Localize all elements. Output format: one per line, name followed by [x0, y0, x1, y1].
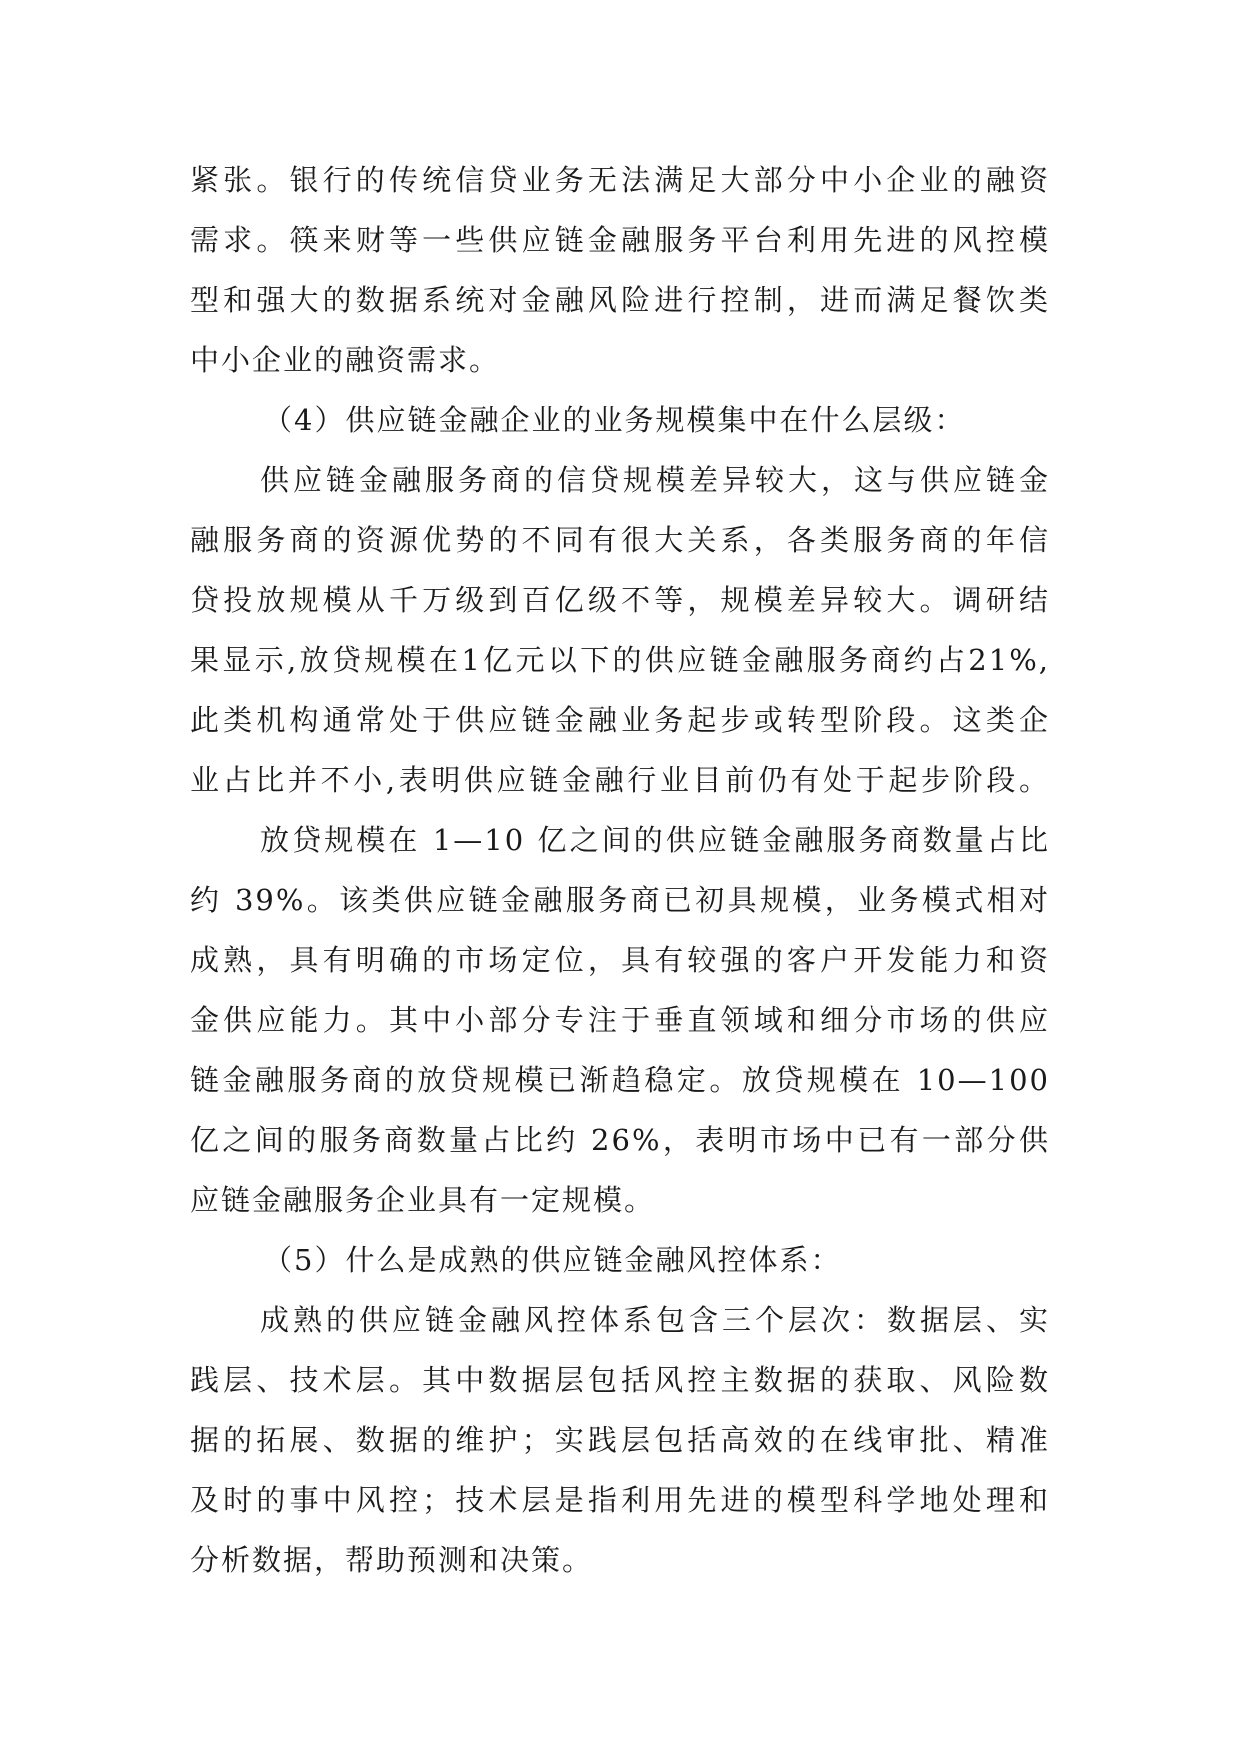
text-line: 需求。筷来财等一些供应链金融服务平台利用先进的风控模: [190, 223, 1050, 257]
text-line: 型和强大的数据系统对金融风险进行控制，进而满足餐饮类: [190, 283, 1050, 317]
text-line: 贷投放规模从千万级到百亿级不等，规模差异较大。调研结: [190, 583, 1050, 617]
text-line: 果显示,放贷规模在1亿元以下的供应链金融服务商约占21%,: [190, 643, 1050, 677]
text-line: 供应链金融服务商的信贷规模差异较大，这与供应链金: [260, 463, 1050, 497]
text-line: 此类机构通常处于供应链金融业务起步或转型阶段。这类企: [190, 703, 1050, 737]
text-line: 践层、技术层。其中数据层包括风控主数据的获取、风险数: [190, 1363, 1050, 1397]
document-body: [190, 150, 1050, 1590]
text-line: 放贷规模在 1—10 亿之间的供应链金融服务商数量占比: [260, 823, 1050, 857]
text-line: 中小企业的融资需求。: [190, 343, 501, 377]
text-line: 紧张。银行的传统信贷业务无法满足大部分中小企业的融资: [190, 163, 1050, 197]
text-line: 约 39%。该类供应链金融服务商已初具规模，业务模式相对: [190, 883, 1050, 917]
section-heading: （5）什么是成熟的供应链金融风控体系：: [263, 1243, 842, 1277]
text-line: 链金融服务商的放贷规模已渐趋稳定。放贷规模在 10—100: [190, 1063, 1050, 1097]
section-heading: （4）供应链金融企业的业务规模集中在什么层级：: [263, 403, 966, 437]
text-line: 成熟的供应链金融风控体系包含三个层次：数据层、实: [260, 1303, 1050, 1337]
text-line: 成熟，具有明确的市场定位，具有较强的客户开发能力和资: [190, 943, 1050, 977]
text-line: 业占比并不小,表明供应链金融行业目前仍有处于起步阶段。: [190, 763, 1050, 797]
text-line: 分析数据，帮助预测和决策。: [190, 1543, 594, 1577]
text-line: 及时的事中风控；技术层是指利用先进的模型科学地处理和: [190, 1483, 1050, 1517]
text-line: 融服务商的资源优势的不同有很大关系，各类服务商的年信: [190, 523, 1050, 557]
text-line: 金供应能力。其中小部分专注于垂直领域和细分市场的供应: [190, 1003, 1050, 1037]
text-line: 亿之间的服务商数量占比约 26%，表明市场中已有一部分供: [190, 1123, 1050, 1157]
text-line: 据的拓展、数据的维护；实践层包括高效的在线审批、精准: [190, 1423, 1050, 1457]
text-line: 应链金融服务企业具有一定规模。: [190, 1183, 656, 1217]
